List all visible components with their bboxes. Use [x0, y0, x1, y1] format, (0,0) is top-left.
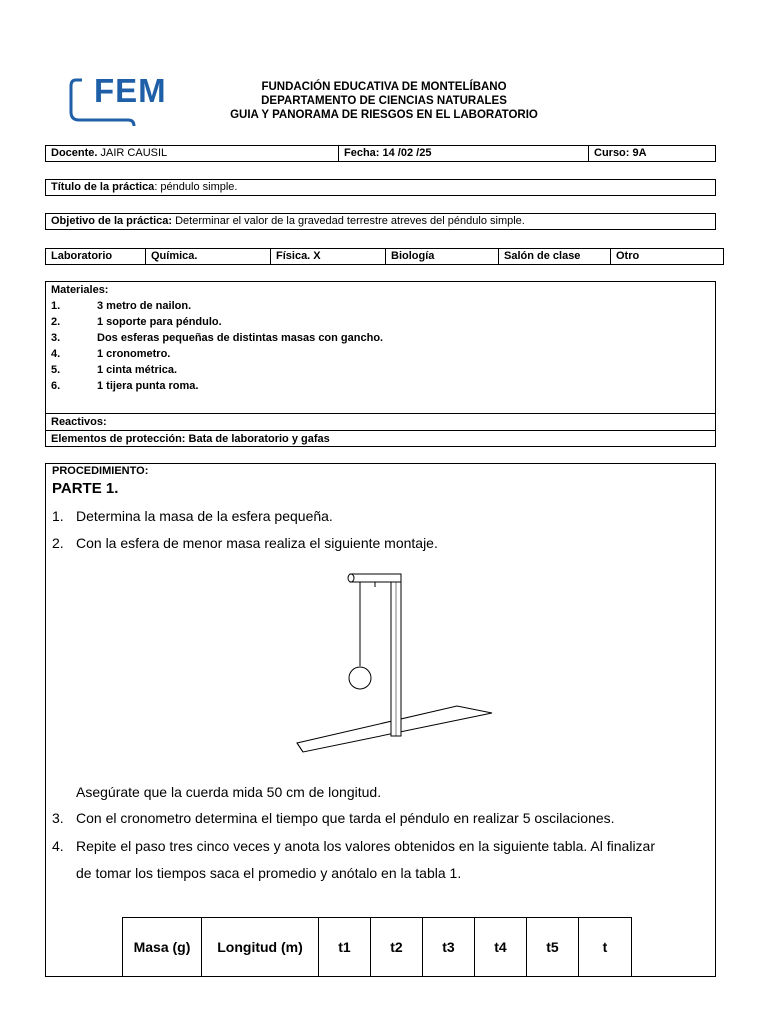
lab-cell-fisica: Física. X [271, 249, 386, 264]
material-item: 3. Dos esferas pequeñas de distintas masas con gancho. [51, 332, 384, 344]
material-item: 4. 1 cronometro. [51, 348, 171, 360]
material-item: 5. 1 cinta métrica. [51, 364, 178, 376]
header-t5: t5 [527, 918, 579, 977]
titulo-value: : péndulo simple. [154, 181, 238, 193]
logo-text: FEM [94, 72, 167, 109]
header-line-1: FUNDACIÓN EDUCATIVA DE MONTELÍBANO [261, 81, 507, 93]
docente-value: JAIR CAUSIL [100, 147, 168, 159]
header-longitud: Longitud (m) [202, 918, 319, 977]
lab-cell-biologia: Biología [386, 249, 499, 264]
lab-cell-quimica: Química. [146, 249, 271, 264]
table-1 [122, 917, 632, 977]
step-1: 1. Determina la masa de la esfera pequeña. [52, 508, 333, 524]
curso-cell: Curso: 9A [594, 147, 647, 159]
fem-logo [68, 72, 183, 128]
step-4: 4. Repite el paso tres cinco veces y anota los valores obtenidos en la siguiente tabla. Al finalizar [52, 838, 656, 854]
lab-cell-salon: Salón de clase [499, 249, 611, 264]
header-t1: t1 [319, 918, 371, 977]
header-t2: t2 [371, 918, 423, 977]
materiales-title: Materiales: [51, 284, 109, 296]
objetivo-value: Determinar el valor de la gravedad terrestre atreves del péndulo simple. [175, 215, 525, 227]
header-t: t [579, 918, 632, 977]
lab-cell-otro: Otro [616, 250, 640, 262]
pendulum-illustration [291, 569, 511, 764]
docente-cell [46, 146, 339, 161]
header-line-3: GUIA Y PANORAMA DE RIESGOS EN EL LABORATORIO [230, 109, 538, 121]
step-3: 3. Con el cronometro determina el tiempo que tarda el péndulo en realizar 5 oscilaciones. [52, 810, 615, 826]
header-line-2: DEPARTAMENTO DE CIENCIAS NATURALES [261, 95, 507, 107]
material-item: 6. 1 tijera punta roma. [51, 380, 199, 392]
objetivo-label: Objetivo de la práctica: [51, 215, 173, 227]
objetivo-row [45, 213, 716, 230]
procedimiento-box [45, 463, 716, 977]
header-t3: t3 [423, 918, 475, 977]
header-t4: t4 [475, 918, 527, 977]
reactivos-row: Reactivos: [46, 413, 715, 430]
parte-title: PARTE 1. [52, 480, 119, 497]
procedimiento-title: PROCEDIMIENTO: [52, 465, 149, 477]
materiales-box [45, 281, 716, 447]
step-4-continued: de tomar los tiempos saca el promedio y anótalo en la tabla 1. [76, 865, 462, 881]
cuerda-note: Asegúrate que la cuerda mida 50 cm de longitud. [76, 784, 382, 800]
docente-label: Docente. [51, 147, 98, 159]
step-2: 2. Con la esfera de menor masa realiza el siguiente montaje. [52, 535, 438, 551]
titulo-label: Título de la práctica [51, 181, 155, 193]
info-row [45, 145, 716, 162]
material-item: 2. 1 soporte para péndulo. [51, 316, 222, 328]
fecha-cell: Fecha: 14 /02 /25 [339, 146, 589, 161]
header-masa: Masa (g) [123, 918, 202, 977]
lab-cell-laboratorio: Laboratorio [46, 249, 146, 264]
document-header [180, 80, 588, 122]
material-item: 1. 3 metro de nailon. [51, 300, 192, 312]
titulo-row [45, 179, 716, 196]
table-header-row [123, 918, 632, 977]
laboratorio-row [45, 248, 724, 265]
proteccion-row: Elementos de protección: Bata de laboratorio y gafas [46, 430, 715, 447]
